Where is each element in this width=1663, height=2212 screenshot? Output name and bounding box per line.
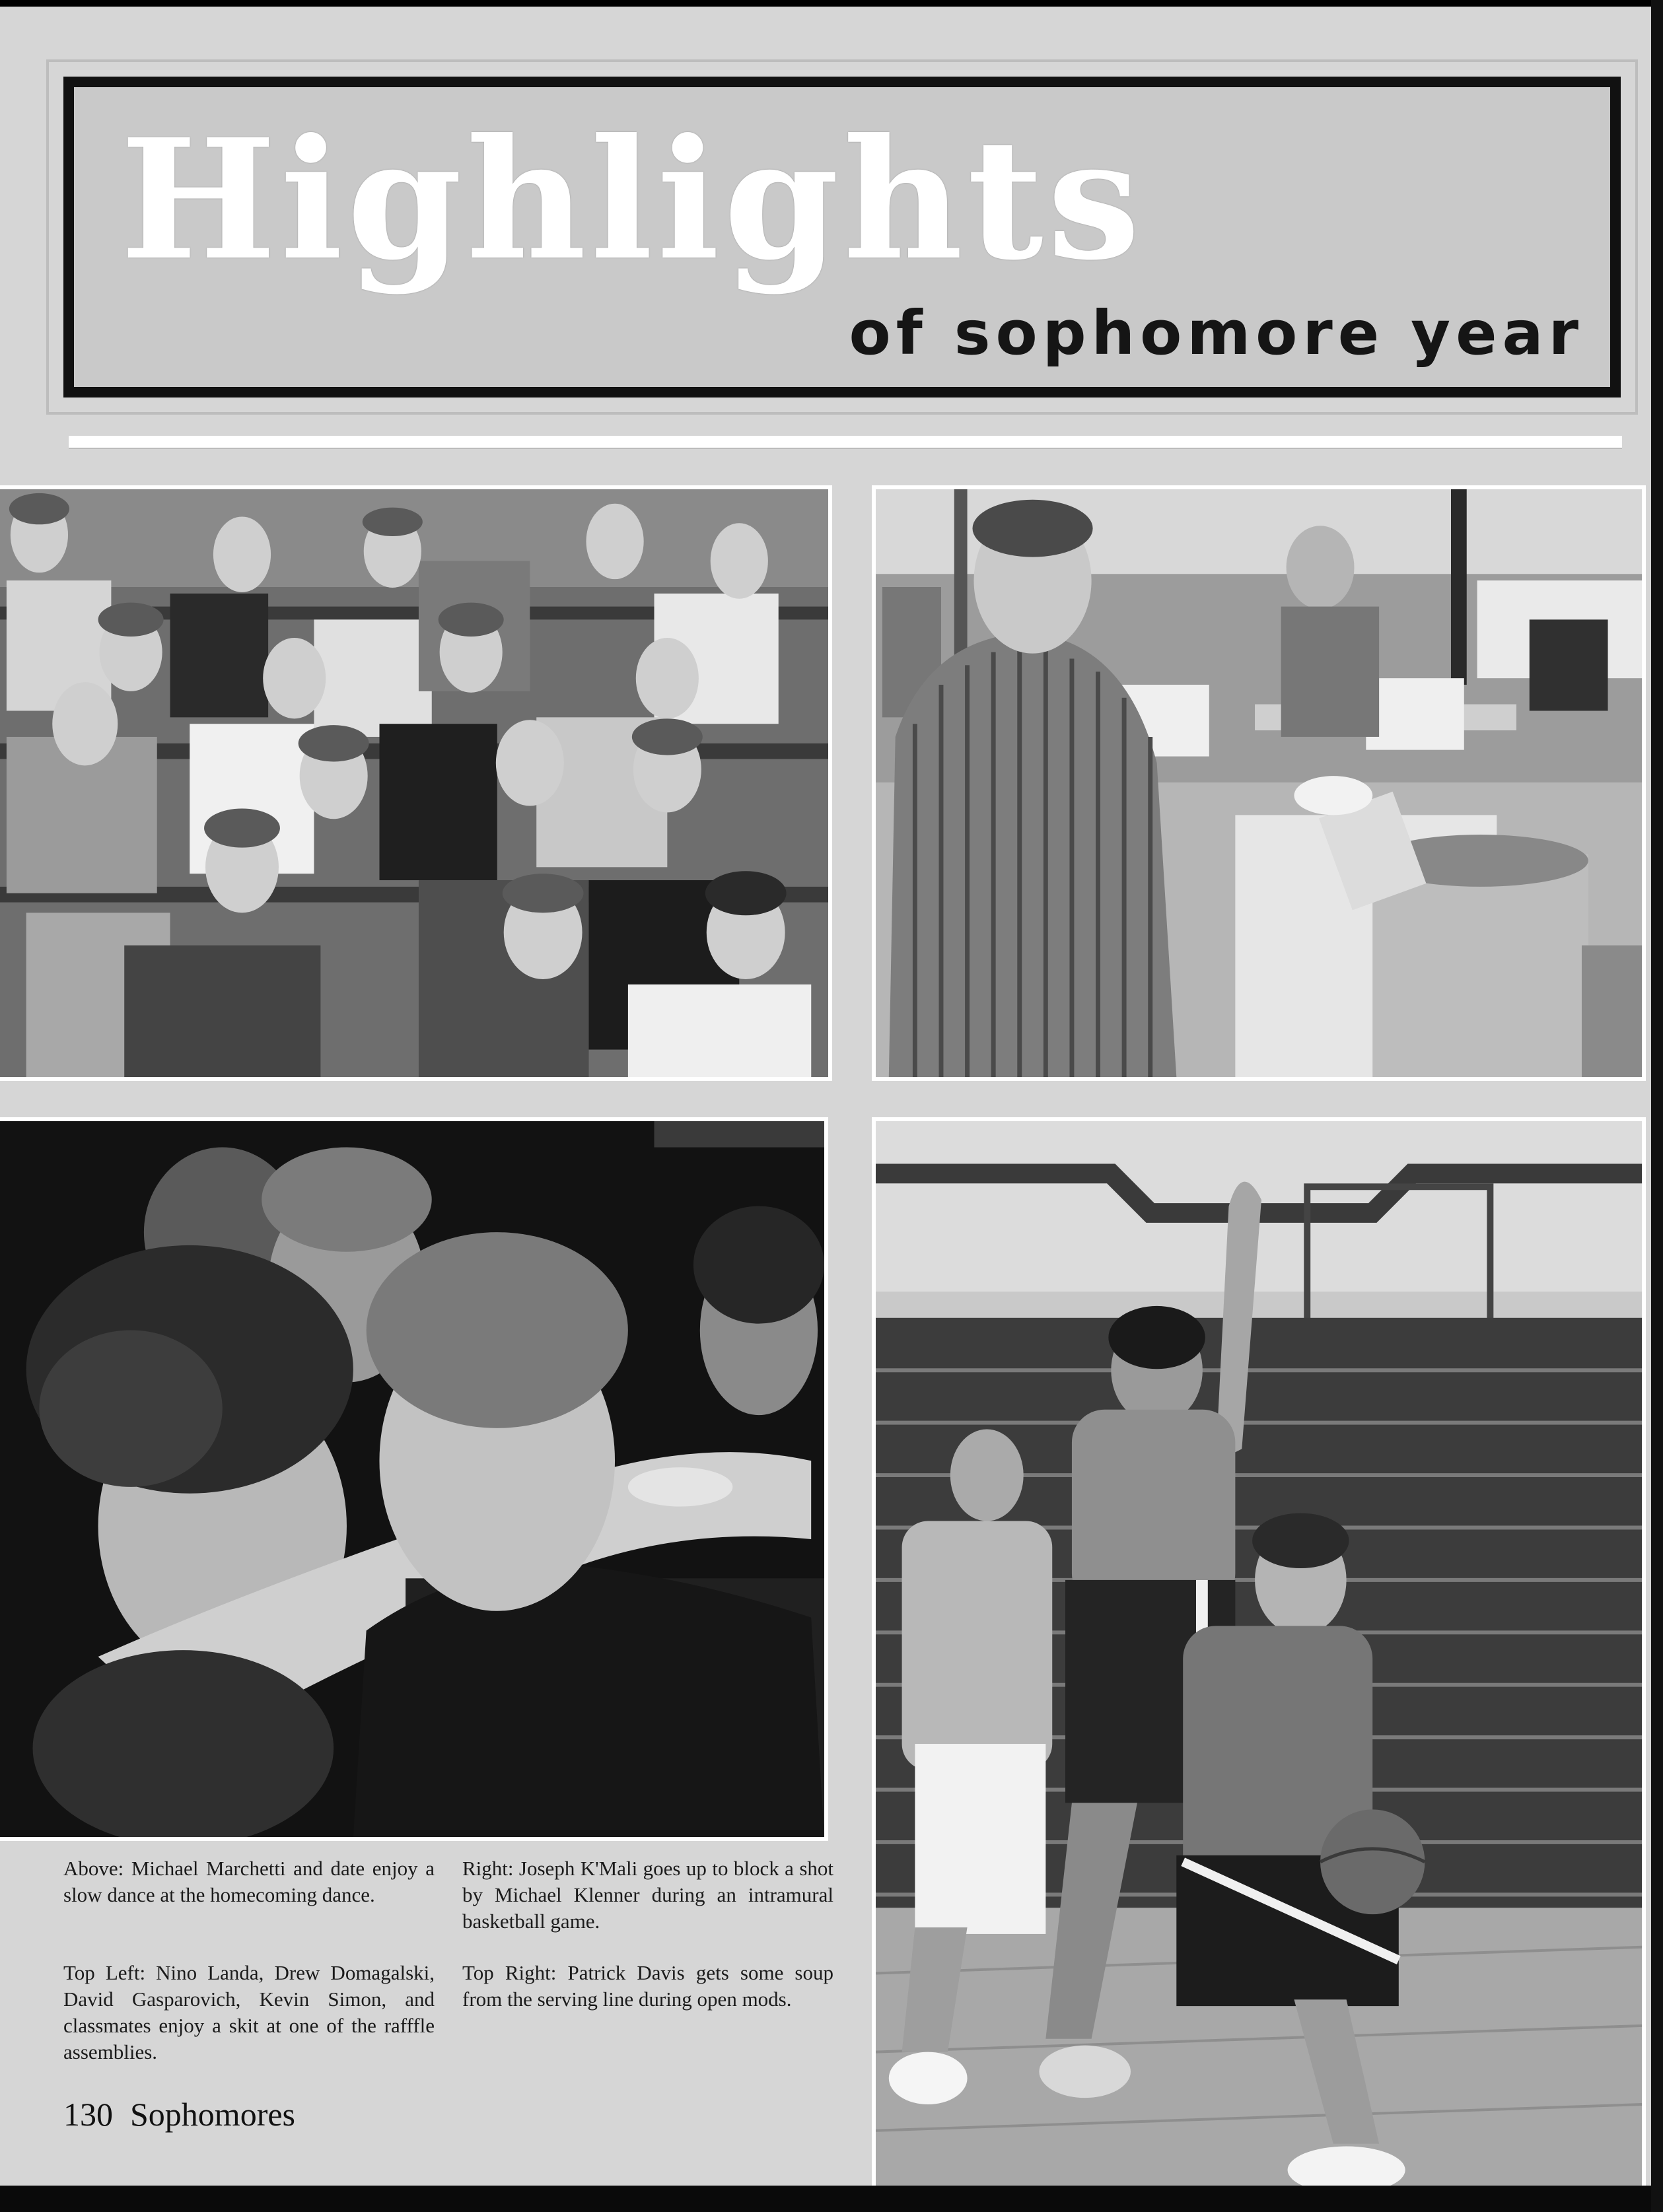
scan-edge-right [1651,0,1663,2212]
basketball-image [876,1121,1642,2186]
page-footer [63,2094,295,2134]
caption-above: Above: Michael Marchetti and date enjoy a slow dance at the homecoming dance. [63,1857,435,1906]
page-number: 130 [63,2096,113,2133]
serving-line-image [876,489,1642,1077]
photo-basketball [872,1117,1646,2186]
page-subtitle: of sophomore year [849,298,1584,368]
section-name: Sophomores [130,2096,295,2133]
photo-serving-line [872,485,1646,1081]
title-banner [63,77,1621,397]
yearbook-page [0,7,1663,2186]
caption-top-right: Top Right: Patrick Davis gets some soup from the serving line during open mods. [462,1961,833,2011]
slow-dance-image [0,1121,824,1837]
scan-edge-bottom [0,2186,1663,2212]
photo-slow-dance [0,1117,828,1841]
crowd-photo-image [0,489,828,1077]
captions-block [63,1855,836,2073]
caption-top-left: Top Left: Nino Landa, Drew Domagalski, David Gasparovich, Kevin Simon, and classmates enjoy a skit at one of the rafffle assemblies. [63,1961,435,2063]
divider-rule [69,436,1622,448]
caption-right: Right: Joseph K'Mali goes up to block a shot by Michael Klenner during an intramural basketball game. [462,1857,833,1933]
page-title: Highlights [120,102,1145,296]
photo-crowd-bleachers [0,485,832,1081]
